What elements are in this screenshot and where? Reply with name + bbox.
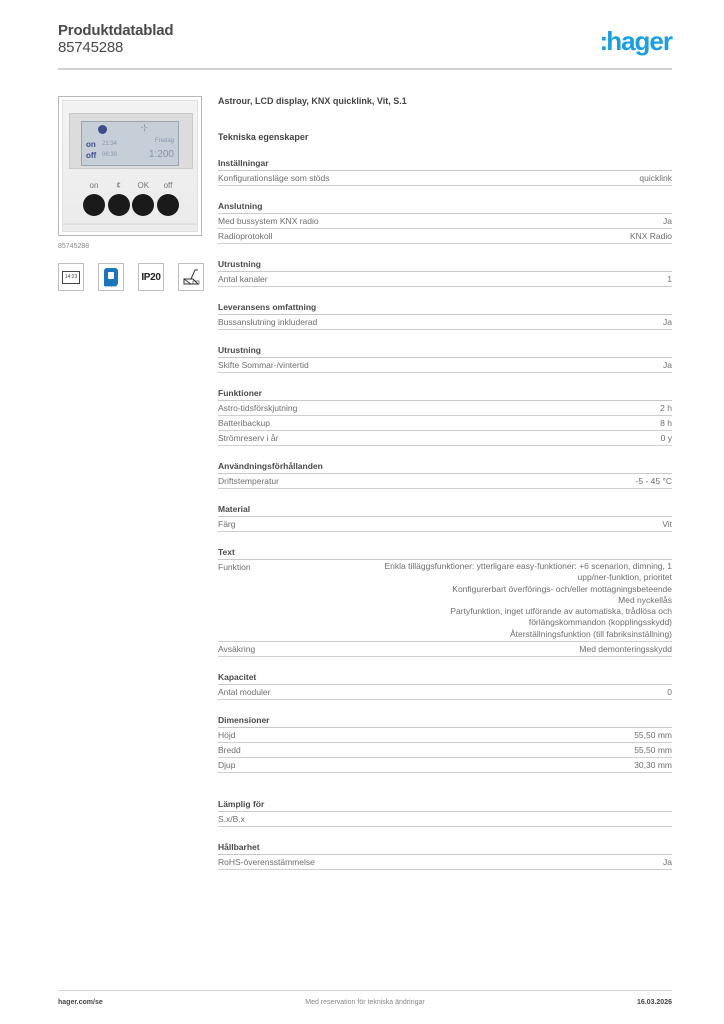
- ip20-icon: IP20: [141, 271, 161, 283]
- device-button-manual: [108, 194, 130, 216]
- spec-row: Batteribackup 8 h: [218, 416, 672, 431]
- spec-row: Färg Vit: [218, 517, 672, 532]
- spec-row: Bussanslutning inkluderad Ja: [218, 315, 672, 330]
- spec-group-dimensioner: Dimensioner Höjd 55,50 mm Bredd 55,50 mm Djup 30,30 mm: [218, 715, 672, 773]
- device-button-on: [83, 194, 105, 216]
- spec-row: Astro-tidsförskjutning 2 h: [218, 401, 672, 416]
- spec-group-anslutning: Anslutning Med bussystem KNX radio Ja Radioprotokoll KNX Radio: [218, 201, 672, 244]
- lcd-display-icon: 14:23: [62, 271, 80, 284]
- spec-group-funktioner: Funktioner Astro-tidsförskjutning 2 h Batteribackup 8 h Strömreserv i år 0 y: [218, 388, 672, 446]
- spec-group-text: Text Funktion Enkla tilläggsfunktioner: ytterligare easy-funktioner: +6 scenarion, dimning, 1 upp/ner-funktion, prioritet Konfigurerbart överförings- och/eller mottagningsbeteende Med nyckellås Partyfunktion, inget utförande av automatiska, trådlösa och förlängskommandon (kopplingsskydd) Återställningsfunktion (till fabriksinställning) Avsäkring Med demonteringsskydd: [218, 547, 672, 657]
- spec-group-lamplig-for: Lämplig för S.x/B.x: [218, 799, 672, 827]
- spec-row: Antal moduler 0: [218, 685, 672, 700]
- spec-group-hallbarhet: Hållbarhet RoHS-överensstämmelse Ja: [218, 842, 672, 870]
- page-header: [58, 22, 672, 68]
- flush-mount-icon: [181, 267, 201, 287]
- spec-group-kapacitet: Kapacitet Antal moduler 0: [218, 672, 672, 700]
- spec-row: Skifte Sommar-/vintertid Ja: [218, 358, 672, 373]
- footer-divider: [58, 990, 672, 991]
- device-button-ok: [132, 194, 154, 216]
- spec-row: Radioprotokoll KNX Radio: [218, 229, 672, 244]
- display-badge: [58, 263, 84, 291]
- device-button-labels: on ¢ OK off: [89, 181, 173, 190]
- website-link[interactable]: hager.com/se: [58, 999, 103, 1006]
- device-buttons: [83, 194, 179, 216]
- spec-row: Strömreserv i år 0 y: [218, 431, 672, 446]
- spec-row: Med bussystem KNX radio Ja: [218, 214, 672, 229]
- lcd-display: -¦- on off 21:34 06:30 Fredag 1:200: [81, 121, 179, 166]
- feature-badges: [58, 263, 204, 291]
- spec-row: Driftstemperatur -5 - 45 °C: [218, 474, 672, 489]
- spec-row: Funktion Enkla tilläggsfunktioner: ytterligare easy-funktioner: +6 scenarion, dimning, 1 upp/ner-funktion, prioritet Konfigurerbart överförings- och/eller mottagningsbeteende Med nyckellås Partyfunktion, inget utförande av automatiska, trådlösa och förlängskommandon (kopplingsskydd) Återställningsfunktion (till fabriksinställning): [218, 560, 672, 642]
- spec-row: Djup 30,30 mm: [218, 758, 672, 773]
- spec-row: Bredd 55,50 mm: [218, 743, 672, 758]
- installation-badge: [178, 263, 204, 291]
- device-illustration: [62, 100, 198, 232]
- document-title: Produktdatablad: [58, 22, 174, 39]
- spec-row: RoHS-överensstämmelse Ja: [218, 855, 672, 870]
- spec-row: Konfigurationsläge som stöds quicklink: [218, 171, 672, 186]
- spec-group-utrustning: Utrustning Antal kanaler 1: [218, 259, 672, 287]
- spec-row: S.x/B.x: [218, 812, 672, 827]
- header-divider: [58, 68, 672, 70]
- product-image: [58, 96, 202, 236]
- disclaimer: Med reservation för tekniska ändringar: [305, 999, 425, 1006]
- spec-group-leveransens-omfattning: Leveransens omfattning Bussanslutning inkluderad Ja: [218, 302, 672, 330]
- ip20-badge: [138, 263, 164, 291]
- spec-row: Höjd 55,50 mm: [218, 728, 672, 743]
- image-caption: 85745288: [58, 243, 90, 250]
- spec-row: Antal kanaler 1: [218, 272, 672, 287]
- section-heading: Tekniska egenskaper: [218, 132, 309, 142]
- spec-group-installningar: Inställningar Konfigurationsläge som stöds quicklink: [218, 158, 672, 186]
- spec-group-material: Material Färg Vit: [218, 504, 672, 532]
- product-name: Astrour, LCD display, KNX quicklink, Vit, S.1: [218, 96, 407, 106]
- device-button-off: [157, 194, 179, 216]
- globe-icon: [98, 125, 107, 134]
- specifications: [218, 95, 672, 870]
- sun-icon: -¦-: [141, 125, 148, 132]
- spec-group-utrustning-2: Utrustning Skifte Sommar-/vintertid Ja: [218, 345, 672, 373]
- product-number: 85745288: [58, 39, 124, 56]
- spec-row: Avsäkring Med demonteringsskydd: [218, 642, 672, 657]
- print-date: 16.03.2026: [636, 999, 672, 1006]
- spec-group-anvandningsforhallanden: Användningsförhållanden Driftstemperatur -5 - 45 °C: [218, 461, 672, 489]
- quicklink-badge: quicklink: [98, 263, 124, 291]
- hager-logo: :hager: [599, 26, 672, 56]
